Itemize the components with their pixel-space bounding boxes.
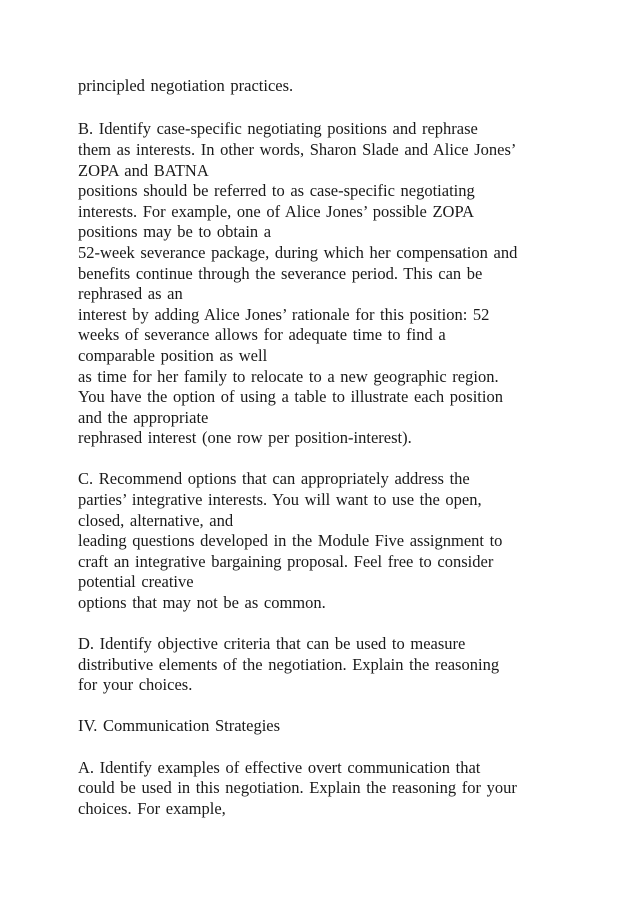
text-line: craft an integrative bargaining proposal. Feel free to consider xyxy=(78,552,494,571)
text-line: interest by adding Alice Jones’ rationale for this position: 52 xyxy=(78,305,490,324)
text-line: ZOPA and BATNA xyxy=(78,161,209,180)
text-line: rephrased as an xyxy=(78,284,183,303)
text-line: rephrased interest (one row per position-interest). xyxy=(78,428,412,447)
text-line: A. Identify examples of effective overt communication that xyxy=(78,758,481,777)
text-line: distributive elements of the negotiation. Explain the reasoning xyxy=(78,655,500,674)
text-line: as time for her family to relocate to a new geographic region. xyxy=(78,367,499,386)
text-line: and the appropriate xyxy=(78,408,209,427)
text-line: interests. For example, one of Alice Jones’ possible ZOPA xyxy=(78,202,475,221)
text-line: C. Recommend options that can appropriately address the xyxy=(78,469,470,488)
text-line: options that may not be as common. xyxy=(78,593,326,612)
text-line: parties’ integrative interests. You will want to use the open, xyxy=(78,490,482,509)
text-line: weeks of severance allows for adequate time to find a xyxy=(78,325,446,344)
text-line: You have the option of using a table to illustrate each position xyxy=(78,387,503,406)
text-line: leading questions developed in the Module Five assignment to xyxy=(78,531,503,550)
text-line: positions should be referred to as case-specific negotiating xyxy=(78,181,475,200)
text-line: could be used in this negotiation. Explain the reasoning for your xyxy=(78,778,517,797)
text-line: closed, alternative, and xyxy=(78,511,234,530)
text-line: 52-week severance package, during which her compensation and xyxy=(78,243,518,262)
text-line: positions may be to obtain a xyxy=(78,222,272,241)
section-heading: IV. Communication Strategies xyxy=(78,716,281,735)
text-line: benefits continue through the severance period. This can be xyxy=(78,264,483,283)
text-line: B. Identify case-specific negotiating positions and rephrase xyxy=(78,119,478,138)
text-line: choices. For example, xyxy=(78,799,226,818)
text-line: them as interests. In other words, Sharon Slade and Alice Jones’ xyxy=(78,140,517,159)
text-line: D. Identify objective criteria that can be used to measure xyxy=(78,634,466,653)
text-line: potential creative xyxy=(78,572,194,591)
text-line: comparable position as well xyxy=(78,346,268,365)
text-line: principled negotiation practices. xyxy=(78,76,294,95)
text-line: for your choices. xyxy=(78,675,193,694)
